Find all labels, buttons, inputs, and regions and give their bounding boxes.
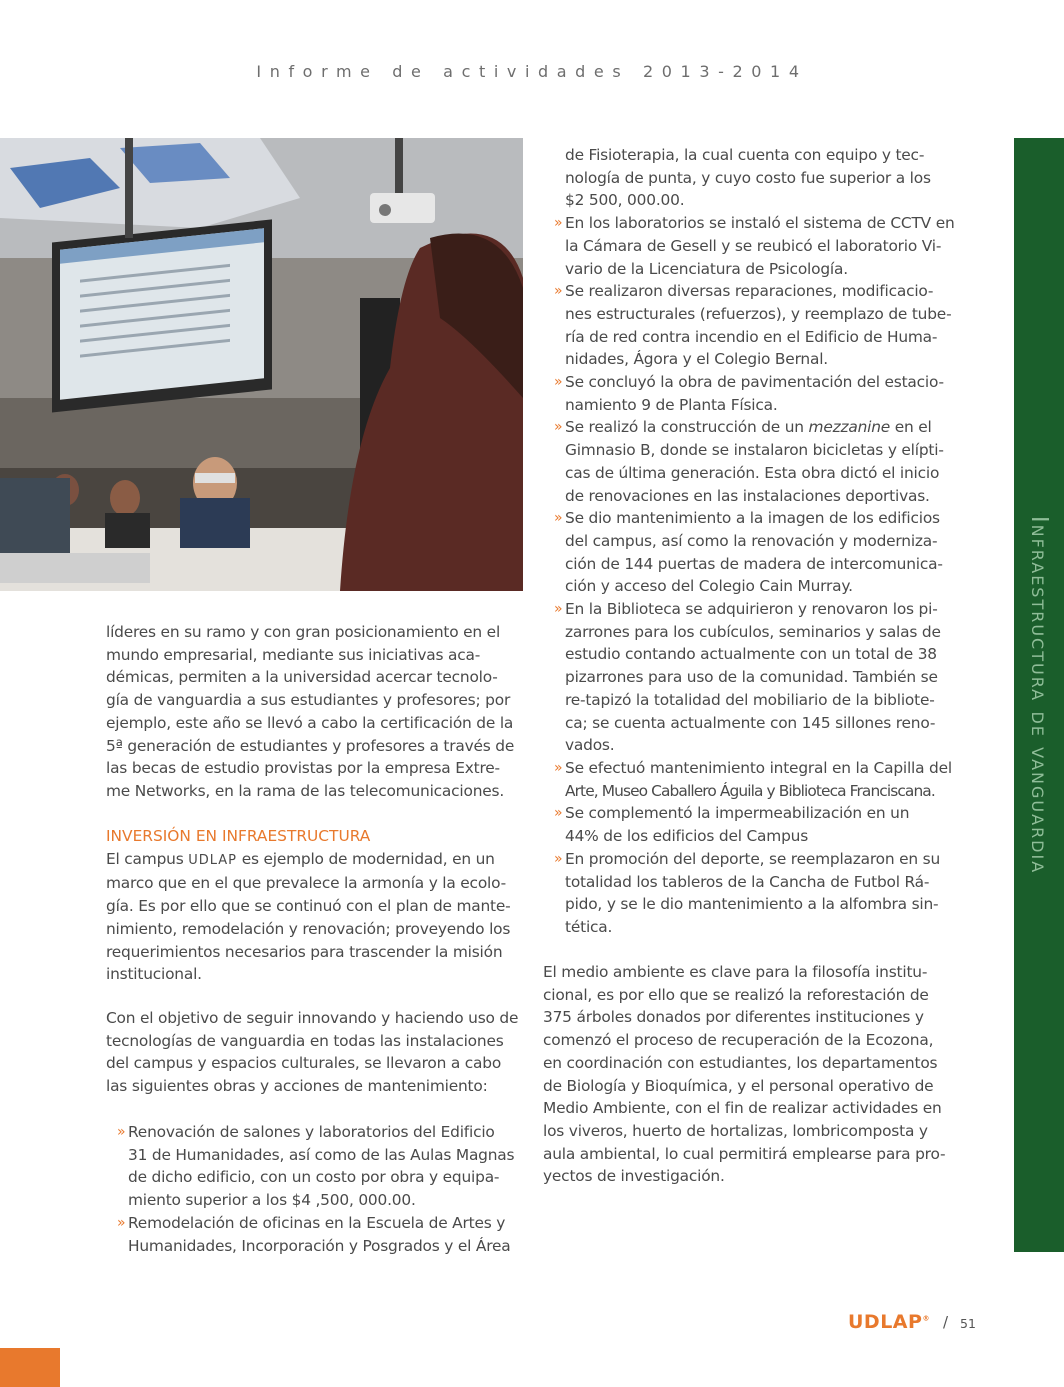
objective-paragraph [106, 1007, 518, 1098]
text-line: en coordinación con estudiantes, los departamentos [543, 1053, 938, 1072]
text-line: El medio ambiente es clave para la filosofía institu- [543, 963, 928, 981]
text-fragment: El campus [106, 849, 189, 868]
text-line: nidades, Ágora y el Colegio Bernal. [565, 350, 828, 369]
bullet-icon: » [554, 850, 563, 867]
text-line: pido, y se le dio mantenimiento a la alfombra sin- [565, 895, 939, 914]
environment-paragraph [543, 961, 945, 1188]
text-line: Se dio mantenimiento a la imagen de los edificios [565, 509, 940, 528]
list-item [554, 280, 955, 371]
list-item [554, 371, 955, 416]
text-line: los viveros, huerto de hortalizas, lombricomposta y [543, 1121, 928, 1140]
italic-term: mezzanine [808, 418, 891, 437]
text-line: tecnologías de vanguardia en todas las instalaciones [106, 1031, 504, 1050]
text-line: de renovaciones en las instalaciones deportivas. [565, 486, 930, 505]
udlap-logo [848, 1311, 930, 1333]
list-item [554, 757, 955, 802]
bullet-icon: » [117, 1214, 126, 1231]
bullet-icon: » [554, 374, 563, 391]
text-line: yectos de investigación. [543, 1167, 725, 1186]
text-line: 31 de Humanidades, así como de las Aulas Magnas [128, 1145, 515, 1164]
text-line: gía de vanguardia a sus estudiantes y profesores; por [106, 691, 511, 710]
text-line: ción de 144 puertas de madera de intercomunica- [565, 554, 943, 573]
bullet-icon: » [554, 759, 563, 776]
text-line: En la Biblioteca se adquirieron y renovaron los pi- [565, 600, 938, 619]
text-line: nes estructurales (refuerzos), y reemplazo de tube- [565, 304, 952, 323]
list-item [117, 1212, 514, 1257]
text-line: namiento 9 de Planta Física. [565, 395, 778, 414]
text-line: Se realizaron diversas reparaciones, modificacio- [565, 282, 934, 301]
bullet-icon: » [554, 805, 563, 822]
text-line: del campus y espacios culturales, se llevaron a cabo [106, 1054, 502, 1073]
section-heading: INVERSIÓN EN INFRAESTRUCTURA [106, 827, 371, 845]
text-line: de Biología y Bioquímica, y el personal operativo de [543, 1076, 934, 1095]
page-number: 51 [960, 1316, 976, 1331]
text-line: marco que en el que prevalece la armonía y la ecolo- [106, 874, 506, 893]
list-item [117, 1121, 515, 1212]
text-line: ción y acceso del Colegio Cain Murray. [565, 577, 853, 596]
text-line: $2 500, 000.00. [565, 191, 685, 210]
text-line: zarrones para los cubículos, seminarios y salas de [565, 622, 941, 641]
text-line: Se efectuó mantenimiento integral en la Capilla del [565, 758, 952, 777]
text-line: cional, es por ello que se realizó la reforestación de [543, 985, 929, 1004]
text-line: aula ambiental, lo cual permitirá emplearse para pro- [543, 1144, 946, 1163]
text-line: nología de punta, y cuyo costo fue superior a los [565, 168, 931, 187]
text-line: ría de red contra incendio en el Edificio de Huma- [565, 327, 938, 346]
text-line: Gimnasio B, donde se instalaron bicicletas y elípti- [565, 441, 944, 460]
list-item [554, 848, 955, 939]
bullet-icon: » [554, 283, 563, 300]
text-line: del campus, así como la renovación y moderniza- [565, 531, 938, 550]
text-line: cas de última generación. Esta obra dictó el inicio [565, 463, 940, 482]
text-line: Se concluyó la obra de pavimentación del estacio- [565, 373, 944, 392]
text-line: Remodelación de oficinas en la Escuela de Artes y [128, 1213, 506, 1232]
text-line: ejemplo, este año se llevó a cabo la certificación de la [106, 713, 514, 732]
text-line: comenzó el proceso de recuperación de la Ecozona, [543, 1031, 934, 1050]
text-line: tética. [565, 917, 613, 936]
text-line: Medio Ambiente, con el fin de realizar actividades en [543, 1099, 942, 1118]
udlap-brand: UDLAP [188, 852, 238, 868]
text-line [106, 848, 511, 873]
text-line: En los laboratorios se instaló el sistema de CCTV en [565, 214, 955, 233]
text-line: totalidad los tableros de la Cancha de Futbol Rá- [565, 872, 930, 891]
text-line: de dicho edificio, con un costo por obra y equipa- [128, 1168, 500, 1187]
text-line: 5ª generación de estudiantes y profesores a través de [106, 736, 515, 755]
footer-separator: / [943, 1313, 949, 1331]
section-side-title [1014, 138, 1064, 1252]
text-line: nimiento, remodelación y renovación; proveyendo los [106, 919, 511, 938]
list-item [554, 416, 955, 507]
right-bullet-list [554, 144, 955, 939]
text-fragment: es ejemplo de modernidad, en un [237, 849, 495, 868]
continued-item [565, 144, 955, 212]
text-line: vario de la Licenciatura de Psicología. [565, 259, 848, 278]
registered-mark: ® [922, 1314, 930, 1323]
text-line: démicas, permiten a la universidad acercar tecnolo- [106, 668, 498, 687]
text-line: En promoción del deporte, se reemplazaron en su [565, 849, 941, 868]
text-line: de Fisioterapia, la cual cuenta con equipo y tec- [565, 146, 925, 164]
text-line: estudio contando actualmente con un total de 38 [565, 645, 937, 664]
text-line: mundo empresarial, mediante sus iniciativas aca- [106, 645, 481, 664]
text-line: la Cámara de Gesell y se reubicó el laboratorio Vi- [565, 236, 942, 255]
text-line: miento superior a los $4 ,500, 000.00. [128, 1191, 416, 1210]
text-line: requerimientos necesarios para trascender la misión [106, 942, 503, 961]
text-line: ca; se cuenta actualmente con 145 sillones reno- [565, 713, 936, 732]
text-line: re-tapizó la totalidad del mobiliario de la bibliote- [565, 690, 935, 709]
running-header: Informe de actividades 2013-2014 [256, 62, 808, 81]
text-line: las becas de estudio provistas por la empresa Extre- [106, 759, 500, 778]
bullet-icon: » [554, 419, 563, 436]
infrastructure-section [106, 825, 511, 986]
side-title-text: Infraestructura de vanguardia [1026, 515, 1053, 875]
text-line: Se complementó la impermeabilización en un [565, 804, 910, 823]
classroom-photo [0, 138, 523, 591]
corner-accent [0, 1348, 60, 1387]
text-line: vados. [565, 736, 615, 755]
bullet-icon: » [117, 1124, 126, 1140]
text-line: me Networks, en la rama de las telecomunicaciones. [106, 781, 505, 800]
text-line: Con el objetivo de seguir innovando y haciendo uso de [106, 1009, 519, 1027]
text-line: 375 árboles donados por diferentes instituciones y [543, 1008, 924, 1027]
intro-paragraph [106, 621, 514, 803]
list-item [554, 507, 955, 598]
text-line: gía. Es por ello que se continuó con el plan de mante- [106, 897, 511, 916]
text-line: 44% de los edificios del Campus [565, 827, 809, 846]
logo-text: UDLAP [848, 1311, 923, 1333]
text-line: Humanidades, Incorporación y Posgrados y el Área [128, 1236, 511, 1255]
text-line: líderes en su ramo y con gran posicionamiento en el [106, 623, 501, 641]
text-line: las siguientes obras y acciones de mantenimiento: [106, 1077, 488, 1096]
text-line: Renovación de salones y laboratorios del Edificio [128, 1123, 495, 1141]
text-line: institucional. [106, 965, 202, 984]
list-item [554, 212, 955, 280]
list-item [554, 802, 955, 847]
bullet-icon: » [554, 215, 563, 232]
text-line: Se realizó la construcción de un mezzanine en el [565, 418, 932, 437]
text-line: Arte, Museo Caballero Águila y Biblioteca Franciscana. [565, 781, 935, 800]
text-line: pizarrones para uso de la comunidad. También se [565, 668, 938, 687]
bullet-icon: » [554, 601, 563, 618]
list-item [554, 598, 955, 757]
bullet-icon: » [554, 510, 563, 527]
left-bullet-list [117, 1121, 515, 1257]
